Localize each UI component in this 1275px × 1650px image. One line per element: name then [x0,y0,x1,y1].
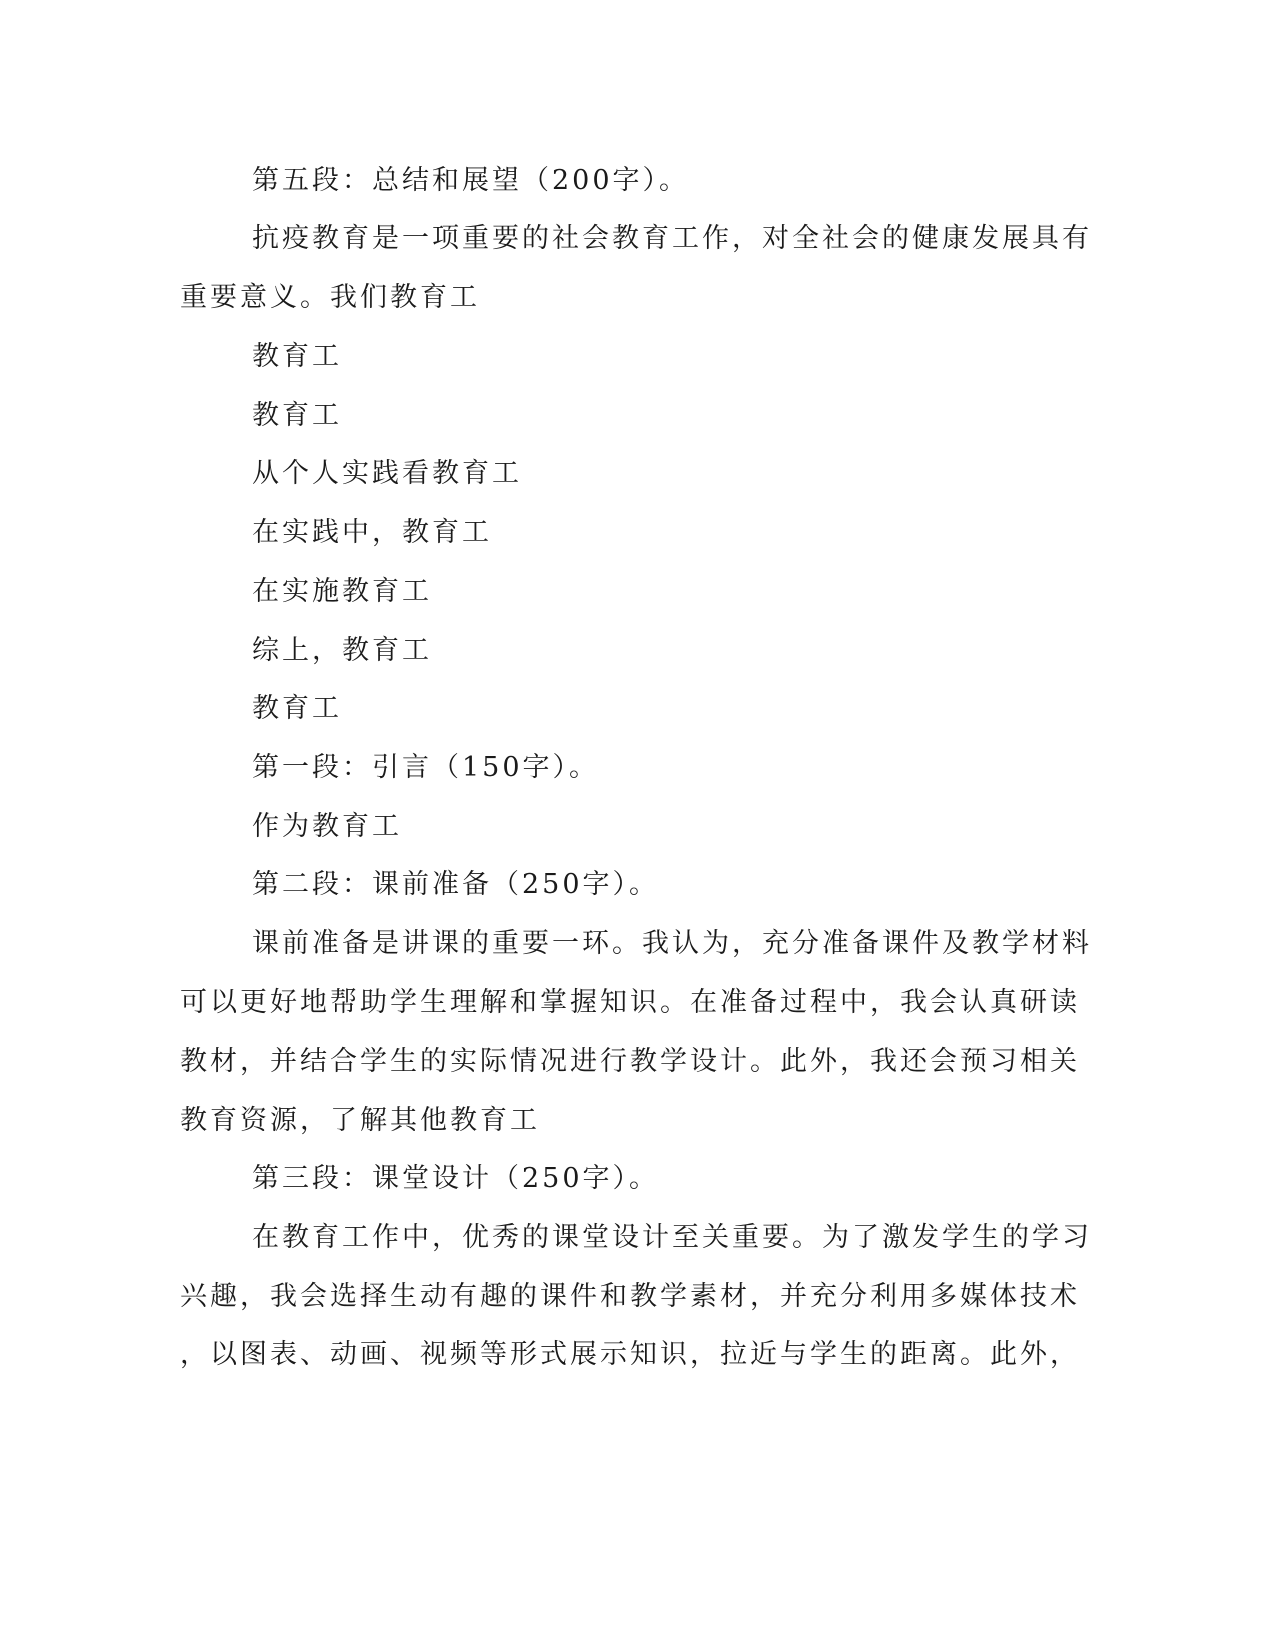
paragraph-line: ，以图表、动画、视频等形式展示知识，拉近与学生的距离。此外， [180,1339,1080,1370]
paragraph-line: 综上，教育工 [252,635,432,666]
paragraph-line: 在教育工作中，优秀的课堂设计至关重要。为了激发学生的学习 [252,1222,1092,1253]
paragraph-line: 在实践中，教育工 [252,517,492,548]
paragraph-line: 重要意义。我们教育工 [180,282,480,313]
paragraph-line: 教育资源，了解其他教育工 [180,1105,540,1136]
section-heading-5: 第五段：总结和展望（200字）。 [252,165,690,196]
paragraph-line: 在实施教育工 [252,576,432,607]
paragraph-line: 从个人实践看教育工 [252,458,522,489]
paragraph-line: 教育工 [252,400,342,431]
paragraph-line: 教材，并结合学生的实际情况进行教学设计。此外，我还会预习相关 [180,1046,1080,1077]
paragraph-line: 课前准备是讲课的重要一环。我认为，充分准备课件及教学材料 [252,928,1092,959]
paragraph-line: 教育工 [252,341,342,372]
paragraph-line: 抗疫教育是一项重要的社会教育工作，对全社会的健康发展具有 [252,223,1092,254]
section-heading-1: 第一段：引言（150字）。 [252,752,600,783]
paragraph-line: 可以更好地帮助学生理解和掌握知识。在准备过程中，我会认真研读 [180,987,1080,1018]
paragraph-line: 教育工 [252,693,342,724]
paragraph-line: 兴趣，我会选择生动有趣的课件和教学素材，并充分利用多媒体技术 [180,1281,1080,1312]
section-heading-2: 第二段：课前准备（250字）。 [252,869,660,900]
section-heading-3: 第三段：课堂设计（250字）。 [252,1163,660,1194]
paragraph-line: 作为教育工 [252,811,402,842]
